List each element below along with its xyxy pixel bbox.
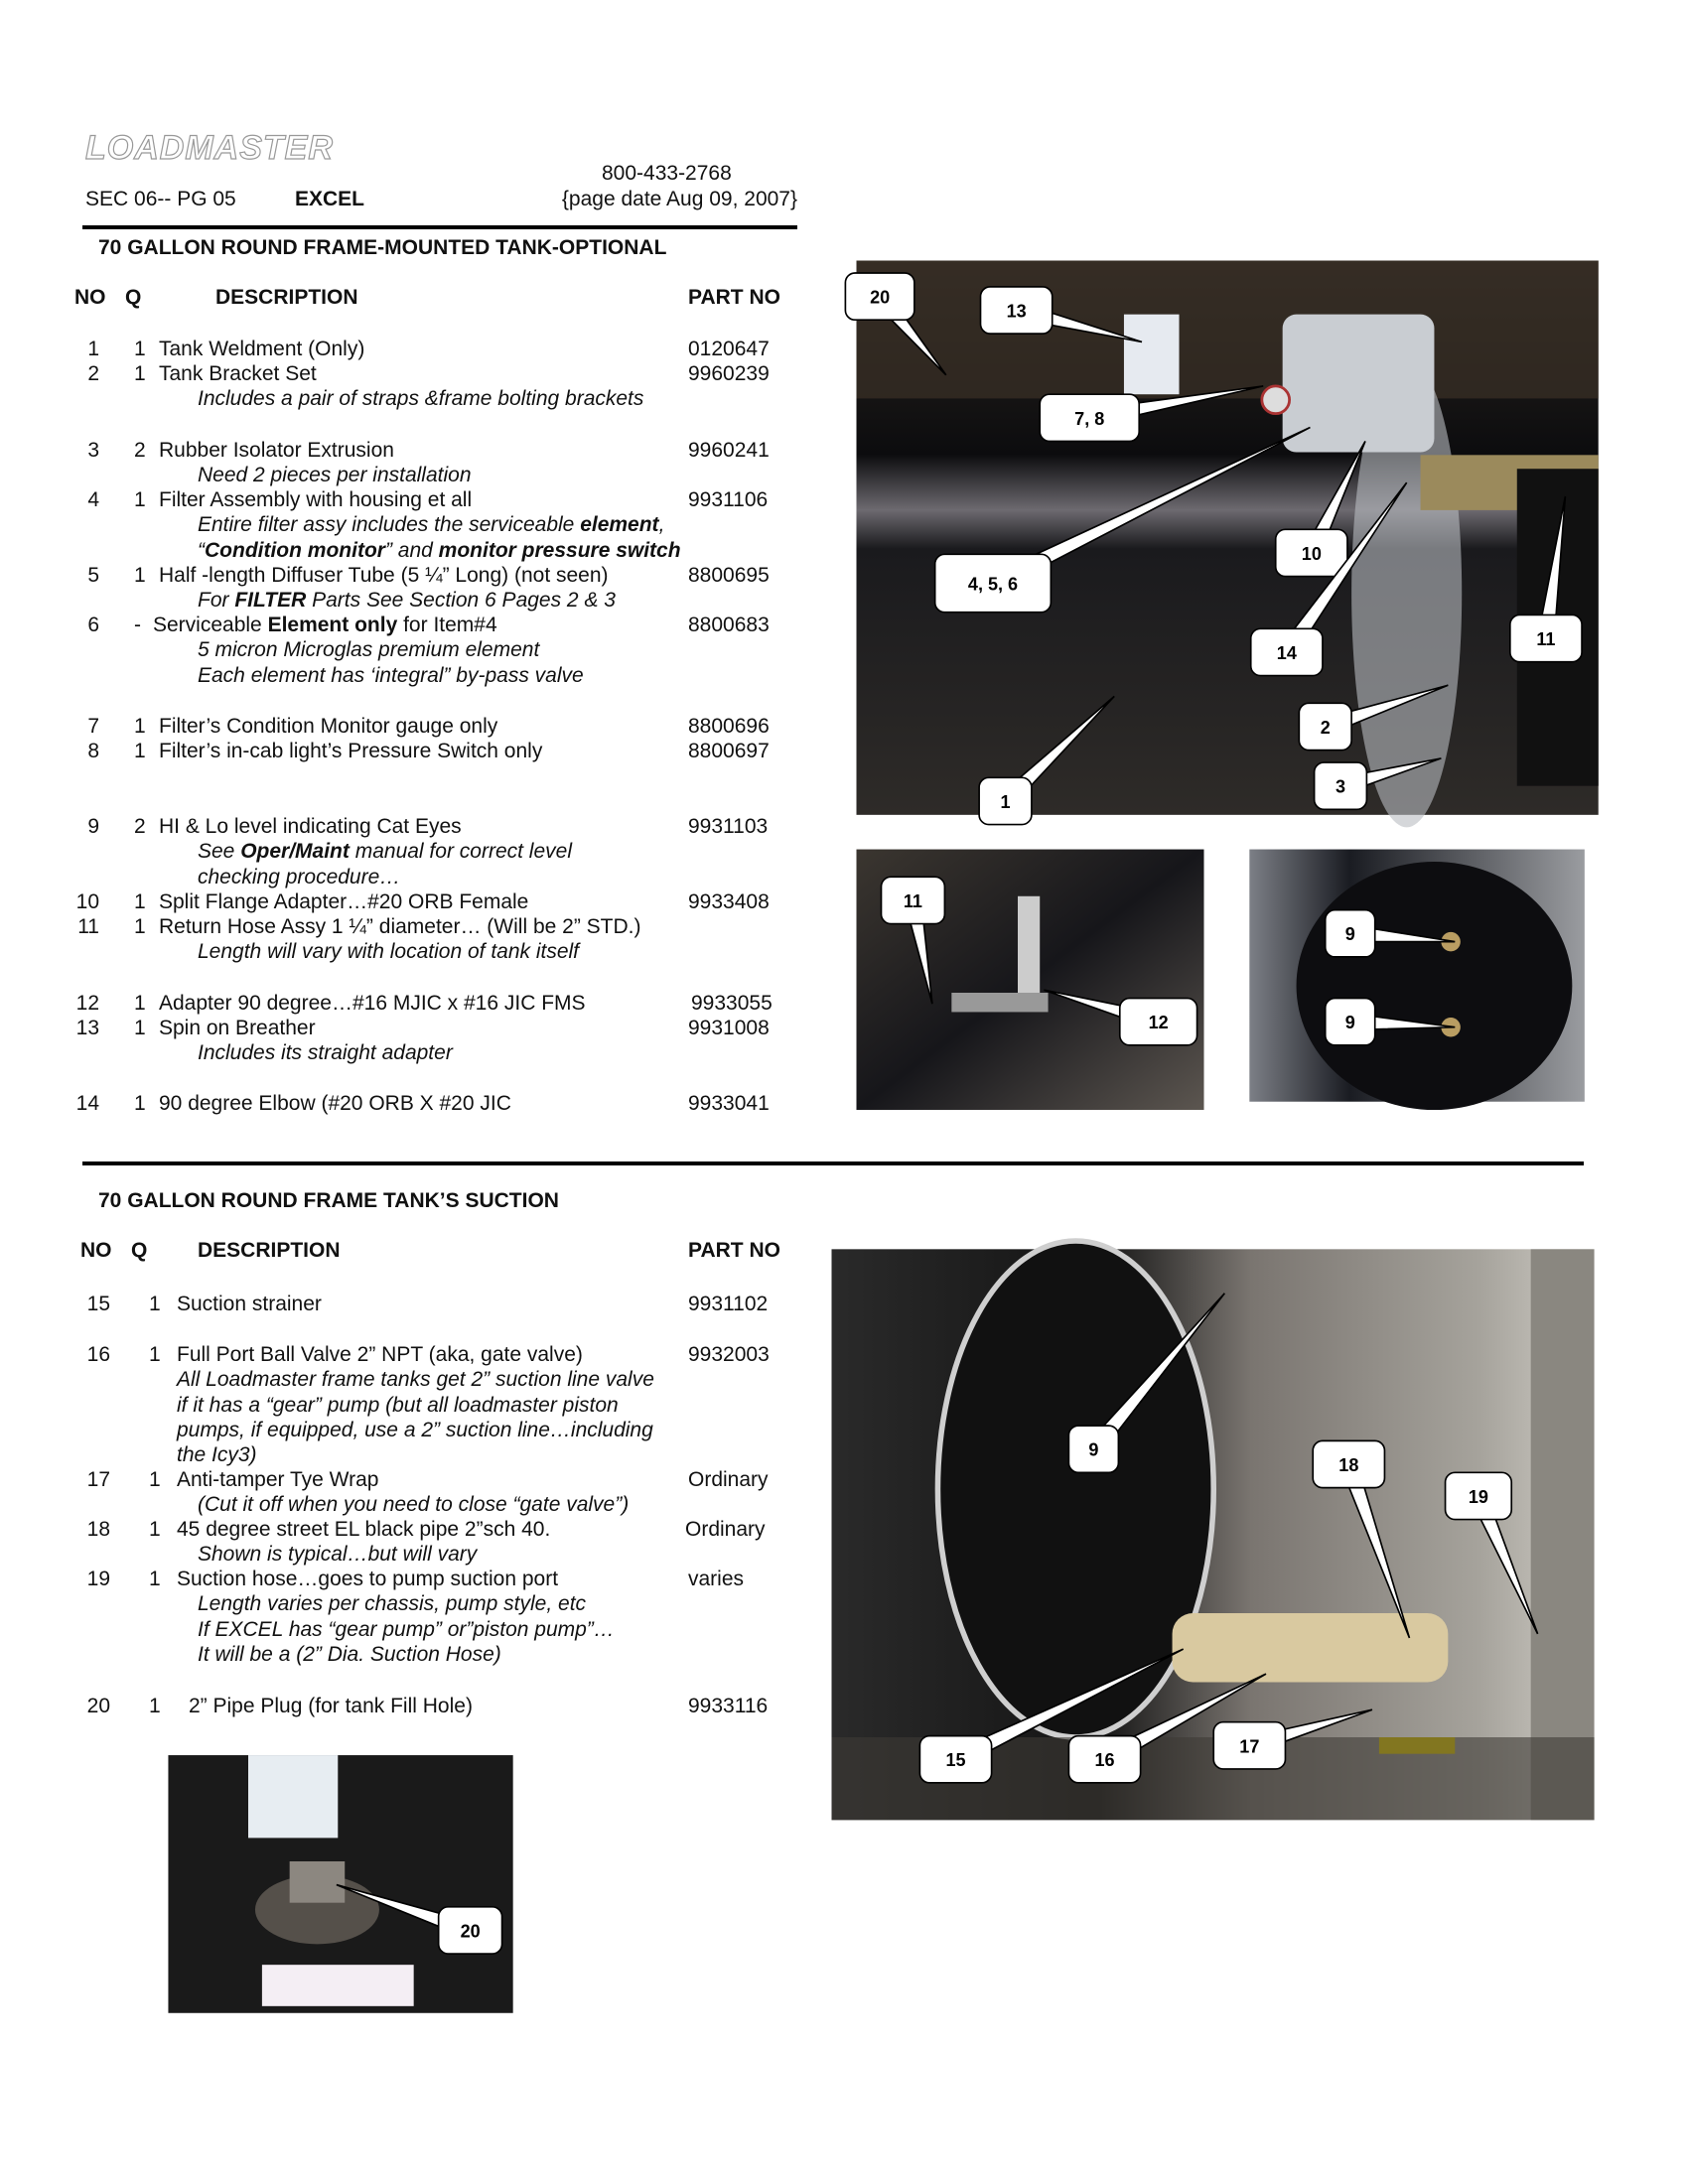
item-quantity: 1	[134, 740, 146, 762]
item-quantity: 1	[134, 890, 146, 913]
item-number: 10	[75, 890, 99, 913]
note-text: the Icy3)	[177, 1443, 257, 1467]
item-quantity: 2	[134, 815, 146, 838]
note-text: Shown is typical…but will vary	[198, 1543, 478, 1567]
description-text: Spin on Breather	[159, 1017, 316, 1039]
item-number: 9	[87, 815, 99, 838]
item-quantity: -	[134, 614, 141, 636]
callout-label: 16	[1094, 1750, 1115, 1771]
description-text: Full Port Ball Valve 2” NPT (aka, gate valve)	[177, 1343, 583, 1366]
item-part-number: 9933055	[691, 992, 773, 1015]
item-number: 14	[75, 1092, 99, 1115]
description-text: HI & Lo level indicating Cat Eyes	[159, 815, 462, 838]
callout-label: 13	[1006, 301, 1027, 322]
phone-number: 800-433-2768	[602, 162, 732, 185]
description-text: Half -length Diffuser Tube (5 ¼” Long) (not seen)	[159, 564, 609, 587]
item-number: 1	[87, 338, 99, 360]
item-number: 7	[87, 715, 99, 738]
note-text: manual for correct level	[349, 840, 572, 864]
note-text: 5 micron Microglas premium element	[198, 638, 540, 662]
callout-label: 9	[1344, 924, 1355, 945]
item-part-number: 9931106	[688, 488, 769, 511]
description-text: Filter’s in-cab light’s Pressure Switch only	[159, 740, 543, 762]
item-part-number: 8800695	[688, 564, 770, 587]
item-quantity: 1	[149, 1343, 161, 1366]
callout-label: 20	[460, 1921, 481, 1942]
item-number: 13	[75, 1017, 99, 1039]
callout-label: 11	[903, 890, 922, 911]
note-text: Entire filter assy includes the serviceable	[198, 513, 581, 537]
section-2-title: 70 GALLON ROUND FRAME TANK’S SUCTION	[98, 1189, 559, 1212]
callout-label: 18	[1338, 1454, 1359, 1475]
item-part-number: 9931102	[688, 1293, 769, 1315]
description-text: 2” Pipe Plug (for tank Fill Hole)	[189, 1695, 473, 1717]
item-number: 19	[86, 1568, 110, 1590]
col-description: DESCRIPTION	[198, 1239, 341, 1262]
item-quantity: 1	[134, 338, 146, 360]
item-quantity: 1	[134, 992, 146, 1015]
item-quantity: 1	[134, 1017, 146, 1039]
col-description: DESCRIPTION	[215, 286, 358, 309]
col-no: NO	[80, 1239, 112, 1262]
note-text: Condition monitor	[205, 538, 385, 562]
description-text: Anti-tamper Tye Wrap	[177, 1468, 379, 1491]
note-text: Length will vary with location of tank itself	[198, 940, 580, 964]
item-number: 5	[87, 564, 99, 587]
note-text: See	[198, 840, 241, 864]
note-text: Oper/Maint	[240, 840, 350, 864]
item-part-number: Ordinary	[685, 1518, 766, 1541]
note-text: pumps, if equipped, use a 2” suction line…including	[177, 1418, 653, 1441]
item-number: 4	[87, 488, 99, 511]
note-text: if it has a “gear” pump (but all loadmaster piston	[177, 1393, 619, 1417]
item-quantity: 1	[149, 1468, 161, 1491]
item-part-number: Ordinary	[688, 1468, 769, 1491]
item-quantity: 1	[134, 488, 146, 511]
description-text: Serviceable	[153, 614, 268, 636]
note-text: Parts See Section 6 Pages 2 & 3	[306, 589, 616, 613]
note-text: For	[198, 589, 235, 613]
callout-label: 19	[1468, 1486, 1488, 1507]
col-part-no: PART NO	[688, 1239, 780, 1262]
item-quantity: 1	[134, 915, 146, 938]
item-part-number: 8800683	[688, 614, 770, 636]
cat-eyes-photo	[1249, 850, 1585, 1111]
item-quantity: 1	[134, 715, 146, 738]
description-text: Split Flange Adapter…#20 ORB Female	[159, 890, 529, 913]
item-number: 18	[86, 1518, 110, 1541]
note-text: element	[580, 513, 659, 537]
note-text: checking procedure…	[198, 865, 401, 888]
note-text: “	[198, 538, 205, 562]
note-text: Includes its straight adapter	[198, 1041, 453, 1065]
item-part-number: varies	[688, 1568, 745, 1590]
item-part-number: 9933041	[688, 1092, 770, 1115]
callout-label: 3	[1335, 776, 1346, 797]
item-number: 16	[86, 1343, 110, 1366]
item-part-number: 9933116	[688, 1695, 769, 1717]
item-number: 2	[87, 362, 99, 385]
item-part-number: 9960239	[688, 362, 770, 385]
item-number: 12	[75, 992, 99, 1015]
callout-label: 2	[1320, 717, 1331, 738]
item-number: 15	[86, 1293, 110, 1315]
note-text: monitor pressure switch	[438, 538, 681, 562]
description-text: Tank Bracket Set	[159, 362, 317, 385]
model-name: EXCEL	[295, 188, 365, 210]
note-text: If EXCEL has “gear pump” or”piston pump”…	[198, 1617, 615, 1641]
note-text: Need 2 pieces per installation	[198, 464, 472, 487]
item-part-number: 9931103	[688, 815, 769, 838]
callout-label: 15	[945, 1750, 966, 1771]
description-text: Adapter 90 degree…#16 MJIC x #16 JIC FMS	[159, 992, 586, 1015]
item-quantity: 1	[134, 1092, 146, 1115]
description-text: for Item#4	[397, 614, 497, 636]
section-1-title: 70 GALLON ROUND FRAME-MOUNTED TANK-OPTIONAL	[98, 236, 667, 259]
item-quantity: 1	[149, 1293, 161, 1315]
item-quantity: 2	[134, 439, 146, 462]
note-text: Includes a pair of straps &frame bolting brackets	[198, 387, 644, 411]
callout-label: 4, 5, 6	[967, 574, 1019, 595]
col-part-no: PART NO	[688, 286, 780, 309]
description-text: Return Hose Assy 1 ¼” diameter… (Will be 2” STD.)	[159, 915, 641, 938]
note-text: Length varies per chassis, pump style, etc	[198, 1592, 587, 1616]
note-text: It will be a (2” Dia. Suction Hose)	[198, 1642, 501, 1666]
item-number: 3	[87, 439, 99, 462]
item-part-number: 8800696	[688, 715, 770, 738]
callout-label: 10	[1301, 543, 1322, 564]
item-quantity: 1	[149, 1568, 161, 1590]
description-text: 45 degree street EL black pipe 2”sch 40.	[177, 1518, 551, 1541]
item-part-number: 9931008	[688, 1017, 770, 1039]
callout-label: 20	[870, 287, 891, 308]
description-text: Rubber Isolator Extrusion	[159, 439, 394, 462]
item-part-number: 9932003	[688, 1343, 770, 1366]
description-text: Suction hose…goes to pump suction port	[177, 1568, 559, 1590]
item-number: 6	[87, 614, 99, 636]
description-text: Tank Weldment (Only)	[159, 338, 365, 360]
description-text: Element only	[267, 614, 398, 636]
callout-label: 1	[1000, 791, 1011, 812]
item-quantity: 1	[149, 1518, 161, 1541]
item-quantity: 1	[149, 1695, 161, 1717]
description-text: Filter Assembly with housing et all	[159, 488, 473, 511]
item-part-number: 8800697	[688, 740, 770, 762]
loadmaster-logo: LOADMASTER	[85, 129, 334, 167]
description-text: Suction strainer	[177, 1293, 322, 1315]
item-part-number: 9933408	[688, 890, 770, 913]
item-part-number: 9960241	[688, 439, 770, 462]
section-page: SEC 06-- PG 05	[85, 188, 236, 210]
callout-label: 12	[1148, 1013, 1169, 1033]
callout-label: 9	[1344, 1013, 1355, 1033]
item-part-number: 0120647	[688, 338, 770, 360]
callout-label: 11	[1536, 629, 1556, 649]
item-number: 11	[77, 915, 99, 938]
description-text: 90 degree Elbow (#20 ORB X #20 JIC	[159, 1092, 511, 1115]
tank-overview-photo	[857, 261, 1599, 828]
description-text: Filter’s Condition Monitor gauge only	[159, 715, 498, 738]
callout-label: 9	[1088, 1439, 1099, 1460]
col-q: Q	[131, 1239, 148, 1262]
note-text: ” and	[384, 538, 439, 562]
note-text: Each element has ‘integral” by-pass valve	[198, 663, 584, 687]
item-quantity: 1	[134, 362, 146, 385]
callout-label: 14	[1276, 642, 1297, 663]
note-text: FILTER	[234, 589, 307, 613]
item-number: 8	[87, 740, 99, 762]
item-number: 17	[86, 1468, 110, 1491]
page-date: {page date Aug 09, 2007}	[561, 188, 797, 210]
note-text: All Loadmaster frame tanks get 2” suction line valve	[177, 1368, 654, 1392]
callout-label: 7, 8	[1074, 408, 1105, 429]
item-number: 20	[86, 1695, 110, 1717]
col-q: Q	[125, 286, 142, 309]
item-quantity: 1	[134, 564, 146, 587]
note-text: (Cut it off when you need to close “gate valve”)	[198, 1493, 630, 1517]
callout-label: 17	[1239, 1736, 1260, 1757]
note-text: ,	[658, 513, 665, 537]
pipe-plug-photo	[168, 1755, 512, 2013]
col-no: NO	[74, 286, 106, 309]
